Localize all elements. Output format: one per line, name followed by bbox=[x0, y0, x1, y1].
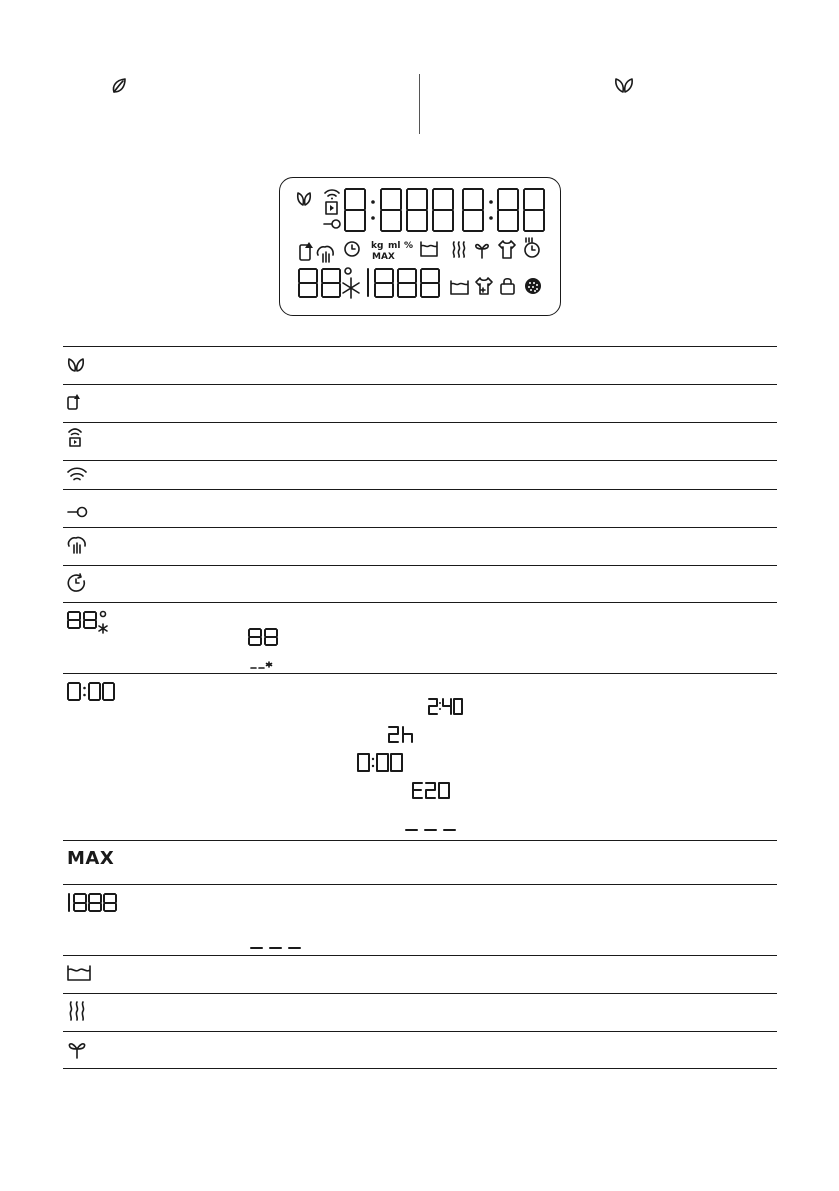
lcd-unit-ml: ml bbox=[388, 241, 401, 251]
lcd-unit-max: MAX bbox=[372, 252, 395, 262]
lcd-remote-icon bbox=[326, 202, 337, 214]
lcd-wifi-icon bbox=[325, 190, 339, 200]
lcd-fan-icon bbox=[476, 245, 488, 258]
row-divider bbox=[63, 384, 777, 385]
row-remote-wifi-icon bbox=[68, 428, 82, 452]
row-divider bbox=[63, 489, 777, 490]
lcd-main-digits bbox=[345, 189, 544, 231]
row-divider bbox=[63, 527, 777, 528]
row-tub-icon bbox=[67, 965, 91, 985]
row-steam-cloud-icon bbox=[67, 536, 87, 558]
row-divider bbox=[63, 460, 777, 461]
lcd-tub2-icon bbox=[451, 281, 468, 294]
row-divider bbox=[63, 602, 777, 603]
lcd-cold-star-icon bbox=[343, 278, 359, 298]
row-divider bbox=[63, 955, 777, 956]
row-divider bbox=[63, 565, 777, 566]
row-divider bbox=[63, 884, 777, 885]
row-divider bbox=[63, 993, 777, 994]
lcd-heat-icon bbox=[453, 242, 464, 257]
lcd-lock-icon bbox=[501, 279, 514, 294]
row-timer-icon bbox=[67, 573, 87, 597]
row-time-sample-000 bbox=[357, 753, 405, 777]
row-wifi-icon bbox=[67, 467, 87, 487]
row-heat-icon bbox=[67, 1001, 89, 1025]
lcd-unit-percent: % bbox=[404, 241, 414, 251]
row-time-sample-240 bbox=[428, 698, 464, 720]
row-spin-sample-dashes bbox=[250, 936, 302, 955]
row-max-label: MAX bbox=[67, 848, 115, 869]
row-temperature-icon bbox=[67, 611, 117, 639]
row-divider-top bbox=[63, 346, 777, 347]
lcd-key-icon bbox=[324, 220, 340, 228]
row-eco-icon bbox=[67, 357, 85, 376]
lcd-timer-icon bbox=[345, 242, 359, 256]
lcd-tub-icon bbox=[421, 242, 437, 256]
lcd-shirt-icon bbox=[499, 241, 515, 258]
lcd-drum-icon bbox=[525, 278, 541, 294]
lcd-steam-timer-icon bbox=[525, 238, 539, 257]
header-divider bbox=[419, 74, 420, 134]
row-time-icon bbox=[67, 682, 115, 706]
row-divider bbox=[63, 1031, 777, 1032]
row-divider bbox=[63, 840, 777, 841]
lcd-display bbox=[279, 177, 561, 316]
header-left-leaf-icon bbox=[110, 77, 128, 95]
lcd-spin-digits bbox=[368, 269, 439, 297]
row-spin-icon bbox=[67, 893, 119, 917]
row-time-sample-e20 bbox=[412, 782, 452, 804]
row-phone-alert-icon bbox=[68, 394, 82, 414]
row-temp-sample-88 bbox=[248, 628, 280, 650]
row-divider bbox=[63, 673, 777, 674]
row-fan-icon bbox=[67, 1039, 87, 1063]
row-divider-bottom bbox=[63, 1068, 777, 1069]
lcd-shirt-plus-icon bbox=[476, 278, 492, 294]
row-key-icon bbox=[67, 503, 89, 522]
lcd-phone-alert-icon bbox=[300, 242, 313, 260]
eco-leaf-icon bbox=[298, 193, 311, 205]
row-time-sample-2h bbox=[388, 726, 416, 748]
header-right-double-leaf-icon bbox=[612, 77, 636, 95]
lcd-steam-cloud-icon bbox=[317, 246, 333, 262]
lcd-unit-kg: kg bbox=[371, 241, 384, 251]
row-divider bbox=[63, 422, 777, 423]
row-time-sample-dashes bbox=[405, 818, 457, 837]
